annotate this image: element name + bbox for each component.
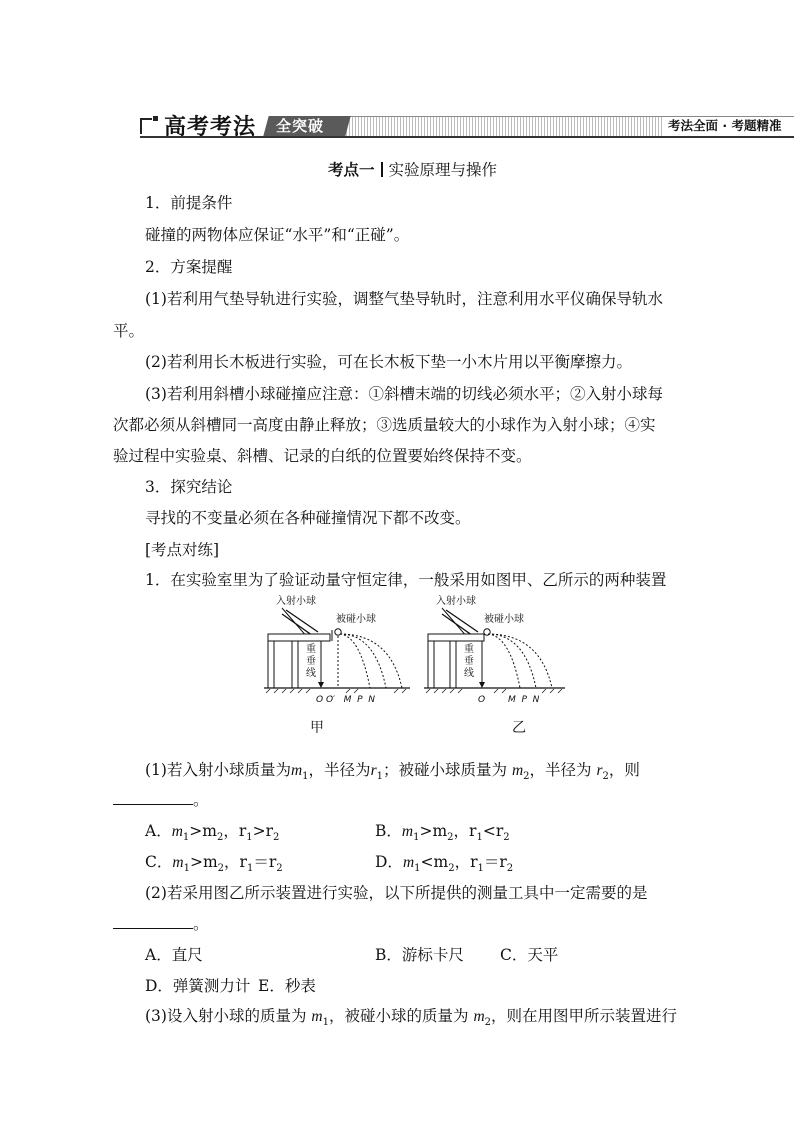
- paragraph-5: 寻找的不变量必须在各种碰撞情况下都不改变。: [145, 509, 471, 527]
- p3-m2: m: [473, 1008, 485, 1025]
- answer-blank-2[interactable]: [113, 914, 193, 929]
- p3-m1: m: [311, 1008, 323, 1025]
- p1-tail: 。: [193, 791, 209, 809]
- p3-mid: ，被碰小球的质量为: [328, 1007, 469, 1025]
- fig-right-plumb-1: 重: [464, 644, 474, 655]
- figure-left: [264, 594, 410, 736]
- p1-end: ，则: [608, 761, 640, 779]
- fig-right-incident-label: 入射小球: [436, 596, 476, 607]
- answer-blank-1[interactable]: [113, 790, 193, 805]
- option-c: [145, 852, 283, 879]
- part-3-question: [145, 1006, 677, 1033]
- header-title: 高考考法: [164, 115, 257, 140]
- p1-r1-sub: 1: [376, 771, 383, 783]
- p1-r2-sub: 2: [602, 771, 609, 783]
- od-r: ，r: [454, 853, 478, 871]
- fig-left-plumb-3: 线: [306, 668, 316, 679]
- p1-r1: r: [370, 762, 377, 779]
- p3-pre: (3)设入射小球的质量为: [145, 1007, 307, 1025]
- fig-left-plumb-1: 重: [306, 644, 316, 655]
- od-rr: ＝r: [483, 853, 507, 871]
- section-divider: [381, 162, 383, 177]
- ob-s1: 1: [413, 832, 420, 844]
- figure-right: [424, 594, 565, 736]
- oa-m1: m: [171, 823, 183, 840]
- fig-left-caption: 甲: [310, 720, 324, 736]
- header-square-dot: [153, 116, 158, 121]
- oa-s3: 1: [246, 832, 253, 844]
- ob-s2: 2: [447, 832, 454, 844]
- paragraph-2a: (1)若利用气垫导轨进行实验，调整气垫导轨时，注意利用水平仪确保导轨水: [145, 290, 663, 308]
- od-s3: 1: [477, 863, 484, 875]
- paragraph-3: (2)若利用长木板进行实验，可在长木板下垫一小木片用以平衡摩擦力。: [145, 353, 632, 371]
- p3-end: ，则在用图甲所示装置进行: [491, 1007, 678, 1025]
- option-c-label: C．: [145, 853, 173, 871]
- p1-m2: m: [511, 762, 524, 779]
- heading-1: 1．前提条件: [145, 194, 233, 212]
- section-heading: [328, 160, 497, 180]
- od-s2: 2: [448, 863, 455, 875]
- oa-s4: 2: [273, 832, 280, 844]
- paragraph-4a: (3)若利用斜槽小球碰撞应注意：①斜槽末端的切线必须水平；②入射小球每: [145, 385, 663, 403]
- p3-m2-sub: 2: [484, 1017, 492, 1029]
- tool-c: C．天平: [500, 946, 559, 964]
- paragraph-4c: 验过程中实验桌、斜槽、记录的白纸的位置要始终保持不变。: [113, 447, 532, 465]
- od-s4: 2: [506, 863, 514, 875]
- oc-s4: 2: [276, 863, 283, 875]
- experiment-figure: [260, 590, 680, 740]
- tool-e: E．秒表: [258, 977, 316, 995]
- od-m1: m: [402, 854, 415, 871]
- part-1-blank-line: [113, 790, 209, 810]
- option-d: [375, 852, 513, 879]
- oc-s2: 2: [217, 863, 225, 875]
- heading-3: 3．探究结论: [145, 478, 233, 496]
- ob-rr: <r: [482, 822, 504, 840]
- fig-right-plumb-3: 线: [464, 668, 474, 679]
- header-badge: 全突破: [276, 117, 325, 135]
- paragraph-4b: 次都必须从斜槽同一高度由静止释放；③选质量较大的小球作为入射小球；④实: [113, 416, 656, 434]
- practice-label: [考点对练]: [145, 541, 220, 559]
- ob-m1: m: [401, 823, 414, 840]
- p1-m1: m: [290, 762, 303, 779]
- oc-m1: m: [172, 854, 184, 871]
- part-2-question: (2)若采用图乙所示装置进行实验，以下所提供的测量工具中一定需要的是: [145, 884, 648, 902]
- header-corner-mark: [140, 118, 152, 134]
- ob-s4: 2: [503, 832, 510, 844]
- p1-mid3: ，半径为: [529, 761, 592, 779]
- fig-left-target-label: 被碰小球: [336, 614, 376, 625]
- p1-m1-sub: 1: [302, 771, 309, 783]
- option-d-label: D．: [375, 853, 403, 871]
- tool-b: B．游标卡尺: [375, 946, 464, 964]
- ob-rel: >m: [419, 822, 448, 840]
- od-s1: 1: [414, 863, 421, 875]
- p1-pre: (1)若入射小球质量为: [145, 761, 291, 779]
- oc-rel: >m: [189, 853, 218, 871]
- paragraph-2b: 平。: [113, 322, 145, 340]
- part-2-blank-line: [113, 914, 209, 934]
- fig-left-incident-label: 入射小球: [276, 596, 316, 607]
- p1-m2-sub: 2: [523, 771, 530, 783]
- fig-right-target-label: 被碰小球: [484, 614, 524, 625]
- ob-s3: 1: [476, 832, 483, 844]
- oa-rel: >m: [189, 822, 217, 840]
- option-b-label: B．: [375, 822, 402, 840]
- header-rule: [140, 136, 794, 138]
- heading-2: 2．方案提醒: [145, 258, 233, 276]
- oc-s3: 1: [246, 863, 254, 875]
- fig-right-caption: 乙: [512, 720, 526, 736]
- p1-r2: r: [596, 762, 603, 779]
- section-title: 实验原理与操作: [388, 161, 498, 179]
- od-rel: <m: [420, 853, 449, 871]
- tool-d: D．弹簧测力计: [145, 977, 251, 995]
- p3-m1-sub: 1: [322, 1017, 329, 1029]
- header-right-text: 考法全面 · 考题精准: [668, 118, 782, 133]
- oa-r: ，r: [223, 822, 247, 840]
- paragraph-1: 碰撞的两物体应保证“水平”和“正碰”。: [145, 226, 410, 244]
- section-label: 考点一: [328, 161, 375, 179]
- p1-mid1: ，半径为: [308, 761, 371, 779]
- oa-rr: >r: [252, 822, 274, 840]
- fig-right-plumb-2: 垂: [464, 656, 474, 667]
- option-a: [145, 821, 279, 848]
- oc-rr: ＝r: [253, 853, 277, 871]
- ob-r: ，r: [453, 822, 477, 840]
- fig-left-points: O O′ M P N: [316, 695, 376, 705]
- part-1-question: [145, 760, 640, 787]
- oa-s1: 1: [182, 832, 190, 844]
- oc-s1: 1: [183, 863, 190, 875]
- oa-s2: 2: [216, 832, 224, 844]
- fig-right-points: O M P N: [478, 695, 540, 705]
- question-1: 1．在实验室里为了验证动量守恒定律，一般采用如图甲、乙所示的两种装置: [145, 571, 667, 589]
- fig-left-plumb-2: 垂: [306, 656, 316, 667]
- tool-a: A．直尺: [145, 946, 203, 964]
- option-b: [375, 821, 510, 848]
- oc-r: ，r: [224, 853, 247, 871]
- p1-mid2: ；被碰小球质量为: [382, 761, 507, 779]
- option-a-label: A．: [145, 822, 172, 840]
- p2-tail: 。: [193, 915, 209, 933]
